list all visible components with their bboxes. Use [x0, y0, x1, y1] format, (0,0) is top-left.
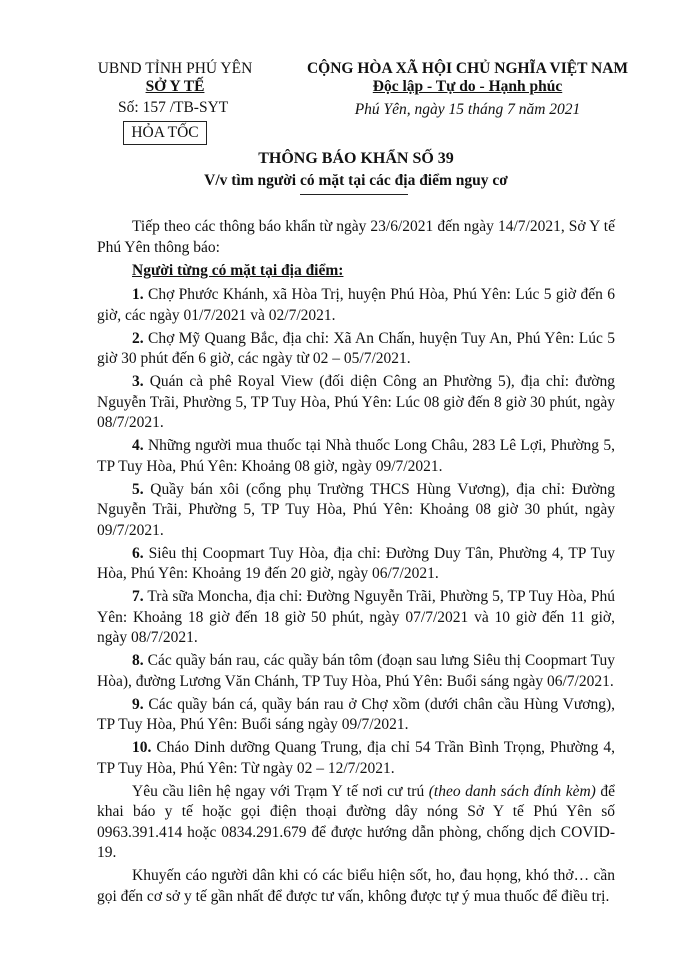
- document-number: [118, 99, 288, 117]
- location-item-text: Chợ Mỹ Quang Bắc, địa chỉ: Xã An Chấn, huyện Tuy An, Phú Yên: Lúc 5 giờ 30 phút đến 6 giờ, các ngày từ 02 – 05/7/2021.: [97, 329, 616, 367]
- document-subject: V/v tìm người có mặt tại các địa điểm nguy cơ: [204, 172, 508, 189]
- location-item-text: Các quầy bán cá, quầy bán rau ở Chợ xồm (dưới chân cầu Hùng Vương), TP Tuy Hòa, Phú Yên: Buổi sáng ngày 09/7/2021.: [97, 695, 615, 733]
- doc-number-suffix: /TB-SYT: [169, 99, 229, 116]
- national-motto: [300, 78, 635, 96]
- motto-text: Độc lập - Tự do - Hạnh phúc: [372, 78, 563, 95]
- location-item-number: 7.: [132, 588, 144, 605]
- location-item-number: 4.: [132, 437, 144, 454]
- doc-number-value: 157: [142, 99, 166, 116]
- location-item: [97, 651, 615, 692]
- location-item-number: 5.: [132, 480, 144, 498]
- location-item: [97, 480, 615, 542]
- location-item-text: Trà sữa Moncha, địa chỉ: Đường Nguyễn Trãi, Phường 5, TP Tuy Hòa, Phú Yên: Khoảng 18 giờ đến 18 giờ 50 phút, ngày 07/7/2021 và 10 giờ đến 11 giờ, ngày 08/7/2021.: [97, 588, 615, 646]
- department-name: [60, 78, 290, 96]
- advice-paragraph: Khuyến cáo người dân khi có các biểu hiện sốt, ho, đau họng, khó thở… cần gọi đến cơ sở y tế gần nhất để được tư vấn, không được tự ý mua thuốc để điều trị.: [97, 867, 615, 905]
- location-item-number: 3.: [132, 373, 144, 390]
- section-heading: [97, 261, 615, 282]
- location-item-text: Chợ Phước Khánh, xã Hòa Trị, huyện Phú Hòa, Phú Yên: Lúc 5 giờ đến 6 giờ, các ngày 01/7/2021 và 02/7/2021.: [97, 286, 615, 324]
- location-item-text: Cháo Dinh dưỡng Quang Trung, địa chỉ 54 Trần Bình Trọng, Phường 4, TP Tuy Hòa, Phú Yên: Từ ngày 02 – 12/7/2021.: [97, 739, 616, 777]
- location-item-text: Quầy bán xôi (cổng phụ Trường THCS Hùng Vương), địa chỉ: Đường Nguyễn Trãi, Phường 5, TP Tuy Hòa, Phú Yên: Khoảng 08 giờ 30 phút, ngày 09/7/2021.: [97, 480, 615, 539]
- location-item: [97, 587, 615, 649]
- location-item: [97, 436, 615, 477]
- notice-body: [97, 217, 615, 910]
- location-item-number: 1.: [132, 286, 144, 303]
- location-item: [97, 695, 615, 736]
- location-item-number: 10.: [132, 739, 152, 756]
- location-item: [97, 285, 615, 326]
- location-item-text: Siêu thị Coopmart Tuy Hòa, địa chỉ: Đường Duy Tân, Phường 4, TP Tuy Hòa, Phú Yên: Khoảng 19 đến 20 giờ, ngày 06/7/2021.: [97, 544, 616, 582]
- location-item: [97, 738, 615, 779]
- request-text-italic: (theo danh sách đính kèm): [428, 782, 596, 800]
- place-and-date: Phú Yên, ngày 15 tháng 7 năm 2021: [354, 101, 581, 118]
- issuing-authority: UBND TỈNH PHÚ YÊN: [97, 60, 253, 77]
- urgency-stamp: HỎA TỐC: [123, 121, 207, 145]
- section-heading-text: Người từng có mặt tại địa điểm:: [132, 261, 344, 279]
- location-item-number: 2.: [132, 329, 144, 347]
- request-text-start: Yêu cầu liên hệ ngay với Trạm Y tế nơi cư trú: [132, 782, 429, 800]
- document-title: THÔNG BÁO KHẨN SỐ 39: [258, 150, 454, 167]
- location-item: [97, 329, 615, 370]
- request-paragraph: [97, 782, 615, 864]
- location-item-text: Quán cà phê Royal View (đối diện Công an Phường 5), địa chỉ: đường Nguyễn Trãi, Phường 5, TP Tuy Hòa, Phú Yên: Lúc 08 giờ đến 8 giờ 30 phút, ngày 08/7/2021.: [97, 373, 616, 431]
- location-list: [97, 285, 615, 779]
- location-item: [97, 544, 615, 585]
- request-text-end: để khai báo y tế hoặc gọi điện thoại đường dây nóng Sở Y tế Phú Yên số 0963.391.414 hoặc 0834.291.679 để được hướng dẫn phòng, chống dịch COVID-19.: [97, 782, 615, 861]
- title-divider: [300, 194, 408, 195]
- doc-number-prefix: Số:: [118, 99, 139, 116]
- location-item-text: Các quầy bán rau, các quầy bán tôm (đoạn sau lưng Siêu thị Coopmart Tuy Hòa), đường Lương Văn Chánh, TP Tuy Hòa, Phú Yên: Buổi sáng ngày 06/7/2021.: [97, 652, 616, 690]
- location-item-number: 9.: [132, 695, 144, 713]
- location-item: [97, 372, 615, 434]
- location-item-number: 6.: [132, 544, 144, 562]
- nation-name: CỘNG HÒA XÃ HỘI CHỦ NGHĨA VIỆT NAM: [306, 60, 629, 77]
- intro-paragraph: Tiếp theo các thông báo khẩn từ ngày 23/6/2021 đến ngày 14/7/2021, Sở Y tế Phú Yên thông báo:: [97, 218, 615, 256]
- location-item-text: Những người mua thuốc tại Nhà thuốc Long Châu, 283 Lê Lợi, Phường 5, TP Tuy Hòa, Phú Yên: Khoảng 08 giờ, ngày 09/7/2021.: [97, 437, 615, 475]
- location-item-number: 8.: [132, 652, 144, 669]
- department-label: SỞ Y TẾ: [145, 78, 205, 95]
